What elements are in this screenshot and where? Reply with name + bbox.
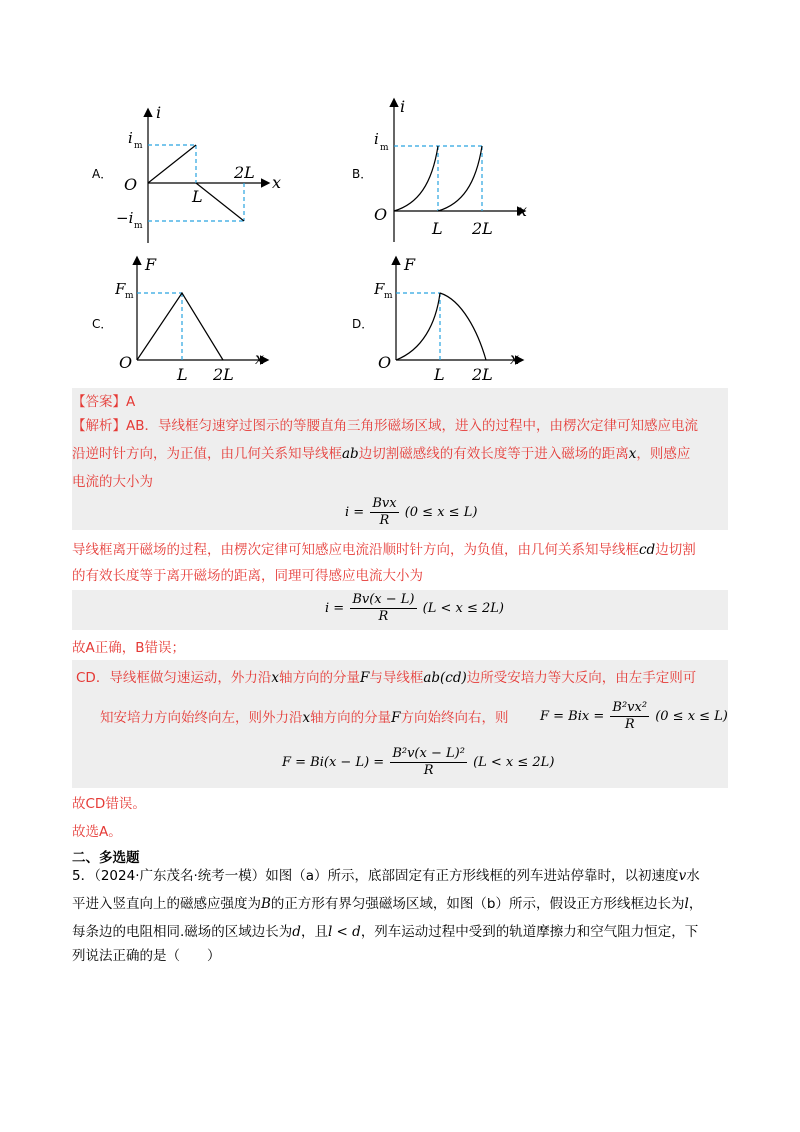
option-d-label: D． <box>352 317 374 331</box>
option-a-label: A． <box>92 167 113 181</box>
equation-2: i = $\frac{Bv(x - L)}{R}$ (L < x ≤ 2L) <box>325 592 504 624</box>
svg-text:m: m <box>125 291 134 301</box>
svg-text:L: L <box>177 365 188 384</box>
graph-a-fall-line <box>196 183 244 221</box>
equation-3: F = Bix = $\frac{\text{B²vx²}}{R}$ (0 ≤ x ≤ L) <box>540 700 728 732</box>
graph-a-L: L <box>192 187 203 206</box>
question-line-4: 列说法正确的是（ ） <box>72 948 221 964</box>
graph-d <box>374 252 534 384</box>
analysis-line-5: 的有效长度等于离开磁场的距离，同理可得感应电流大小为 <box>72 568 423 584</box>
question-line-3: 每条边的电阻相同.磁场的区域边长为d，且l < d，列车运动过程中受到的轨道摩擦力和空气阻力恒定，下 <box>72 924 699 940</box>
section-title: 二、多选题 <box>72 850 140 866</box>
analysis-line-2: 沿逆时针方向，为正值，由几何关系知导线框ab边切割磁感线的有效长度等于进入磁场的距离x，则感应 <box>72 446 691 462</box>
svg-text:x: x <box>518 201 528 220</box>
svg-text:F: F <box>374 280 385 298</box>
equation-1: i = $\frac{\text{Bvx}}{R}$ (0 ≤ x ≤ L) <box>345 496 478 528</box>
answer-value: A <box>126 394 136 410</box>
svg-text:L: L <box>432 219 443 238</box>
svg-text:F: F <box>145 255 157 274</box>
option-b-label: B． <box>352 167 373 181</box>
analysis-line-1: 【解析】AB．导线框匀速穿过图示的等腰直角三角形磁场区域，进入的过程中，由楞次定律可知感应电流 <box>72 418 698 434</box>
svg-text:i: i <box>374 130 379 148</box>
graph-b <box>368 94 538 244</box>
svg-text:F: F <box>115 280 126 298</box>
equation-4: F = Bi(x − L) = $\frac{\text{B²v(x − L)²}}{R}$ (L < x ≤ 2L) <box>282 746 555 778</box>
analysis-line-6: 故A正确，B错误； <box>72 640 185 656</box>
svg-text:m: m <box>384 291 393 301</box>
graph-a-im: i <box>128 129 133 147</box>
analysis-line-9: 故CD错误。 <box>72 796 146 812</box>
graph-c-triangle <box>137 293 223 360</box>
graph-a-origin: O <box>124 175 138 194</box>
svg-text:x: x <box>255 349 265 368</box>
graph-a-2L: 2L <box>234 163 255 182</box>
graph-b-curve-2 <box>438 146 482 211</box>
graph-d-fall-curve <box>440 293 486 360</box>
svg-text:O: O <box>378 353 392 372</box>
option-c-label: C． <box>92 317 113 331</box>
analysis-line-8: 知安培力方向始终向左，则外力沿x轴方向的分量F方向始终向右，则 <box>100 710 509 726</box>
answer-line: 【答案】A <box>72 394 136 410</box>
graph-a-i-label: i <box>156 103 162 122</box>
analysis-line-4: 导线框离开磁场的过程，由楞次定律可知感应电流沿顺时针方向，为负值，由几何关系知导线框cd边切割 <box>72 542 696 558</box>
svg-text:x: x <box>510 349 520 368</box>
graph-a-x: x <box>272 173 282 192</box>
graph-a-neg-im: −i <box>116 209 134 227</box>
svg-text:O: O <box>119 353 133 372</box>
svg-text:O: O <box>374 205 388 224</box>
question-line-2: 平进入竖直向上的磁感应强度为B的正方形有界匀强磁场区域，如图（b）所示，假设正方形线框边长为l， <box>72 896 703 912</box>
svg-text:2L: 2L <box>472 365 493 384</box>
svg-text:m: m <box>134 221 143 231</box>
svg-text:L: L <box>434 365 445 384</box>
graph-c <box>115 252 275 384</box>
svg-text:i: i <box>400 97 406 116</box>
graph-d-rise-curve <box>396 293 440 360</box>
analysis-line-3: 电流的大小为 <box>72 474 153 490</box>
svg-text:F: F <box>404 255 416 274</box>
svg-text:2L: 2L <box>213 365 234 384</box>
question-line-1: 5．（2024·广东茂名·统考一模）如图（a）所示，底部固定有正方形线框的列车进站停靠时，以初速度v水 <box>72 868 700 884</box>
svg-text:m: m <box>134 141 143 151</box>
svg-text:2L: 2L <box>472 219 493 238</box>
analysis-line-7: CD．导线框做匀速运动，外力沿x轴方向的分量F与导线框ab(cd)边所受安培力等大反向，由左手定则可 <box>76 670 697 686</box>
svg-text:m: m <box>380 143 389 153</box>
analysis-line-10: 故选A。 <box>72 824 122 840</box>
graph-a <box>108 98 298 248</box>
graph-a-rise-line <box>148 145 196 183</box>
graph-b-curve-1 <box>394 146 438 211</box>
